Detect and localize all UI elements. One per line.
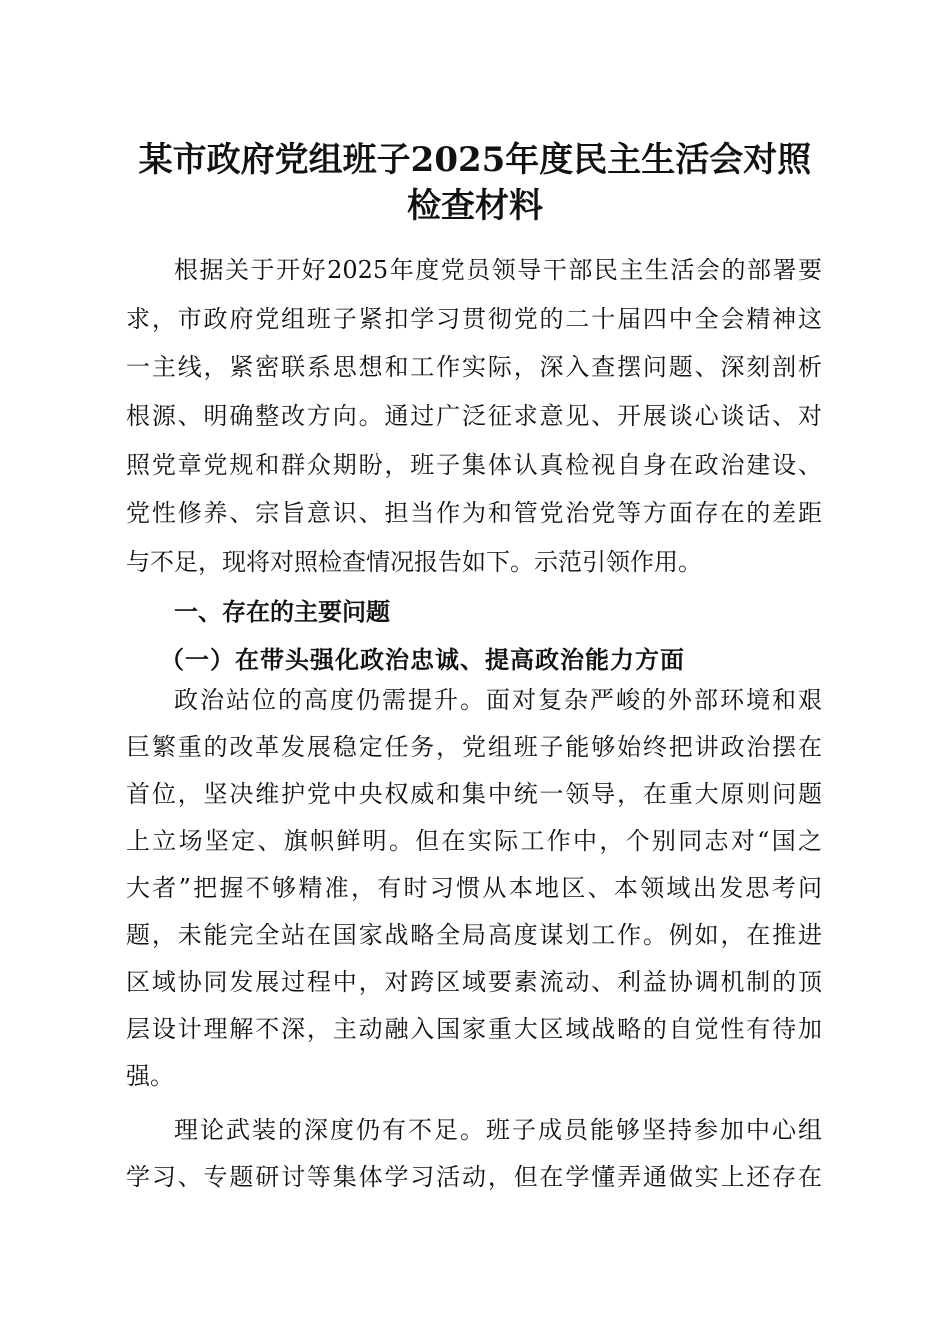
text-line: 区域协同发展过程中，对跨区域要素流动、利益协调机制的顶: [126, 968, 822, 996]
text-line: 上立场坚定、旗帜鲜明。但在实际工作中，个别同志对“国之: [126, 827, 822, 855]
text-line: 根据关于开好2025年度党员领导干部民主生活会的部署要: [174, 256, 822, 284]
text-line: 强。: [126, 1062, 174, 1090]
text-line: 与不足，现将对照检查情况报告如下。示范引领作用。: [126, 548, 702, 577]
text-line: 根源、明确整改方向。通过广泛征求意见、开展谈心谈话、对: [126, 402, 822, 431]
section-heading: 一、存在的主要问题: [174, 598, 390, 626]
text-line: 党性修养、宗旨意识、担当作为和管党治党等方面存在的差距: [126, 499, 822, 528]
text-line: 照党章党规和群众期盼，班子集体认真检视自身在政治建设、: [126, 450, 822, 479]
text-line: 学习、专题研讨等集体学习活动，但在学懂弄通做实上还存在: [126, 1163, 822, 1191]
text-line: 巨繁重的改革发展稳定任务，党组班子能够始终把讲政治摆在: [126, 733, 822, 761]
text-line: 题，未能完全站在国家战略全局高度谋划工作。例如，在推进: [126, 921, 822, 949]
text-line: 层设计理解不深，主动融入国家重大区域战略的自觉性有待加: [126, 1015, 822, 1043]
document-title-line-1: 某市政府党组班子2025年度民主生活会对照: [138, 140, 812, 180]
text-line: 一主线，紧密联系思想和工作实际，深入查摆问题、深刻剖析: [126, 353, 822, 382]
text-line: 大者”把握不够精准，有时习惯从本地区、本领域出发思考问: [126, 874, 822, 902]
text-line: 理论武装的深度仍有不足。班子成员能够坚持参加中心组: [174, 1116, 822, 1144]
text-line: 求，市政府党组班子紧扣学习贯彻党的二十届四中全会精神这: [126, 304, 822, 333]
paragraph-political-stance: [126, 677, 822, 1100]
subsection-heading: （一）在带头强化政治忠诚、提高政治能力方面: [160, 645, 685, 674]
document-title-line-2: 检查材料: [407, 186, 543, 226]
text-line: 首位，坚决维护党中央权威和集中统一领导，在重大原则问题: [126, 780, 822, 808]
paragraph-theory: [126, 1107, 822, 1201]
text-line: 政治站位的高度仍需提升。面对复杂严峻的外部环境和艰: [174, 686, 822, 714]
intro-paragraph: [126, 246, 822, 587]
